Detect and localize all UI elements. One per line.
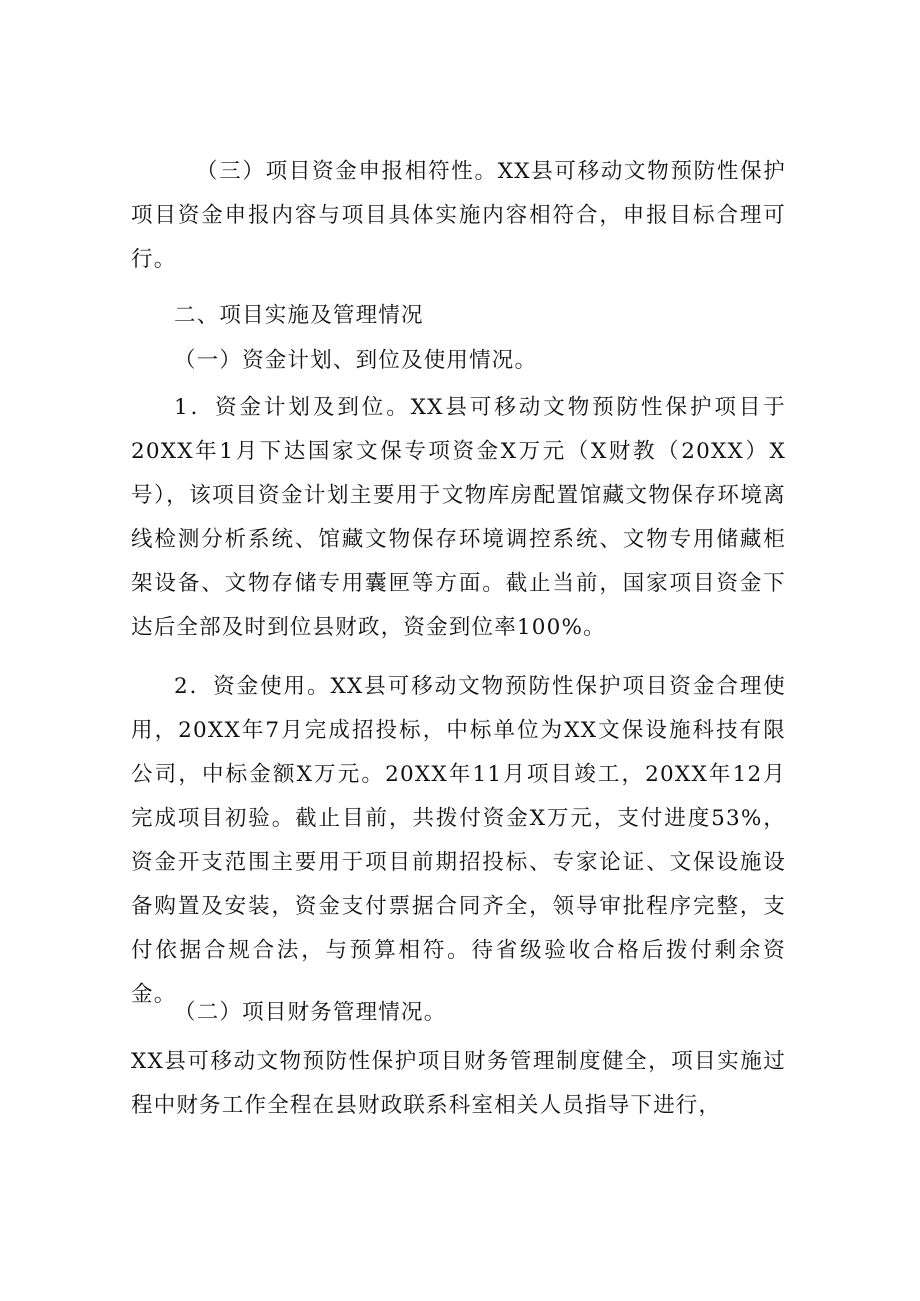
section-heading-implementation: 二、项目实施及管理情况 xyxy=(174,303,424,328)
paragraph-financial-management: XX县可移动文物预防性保护项目财务管理制度健全，项目实施过程中财务工作全程在县财政联系科室相关人员指导下进行， xyxy=(131,1049,786,1118)
subheading-funding-plan: （一）资金计划、到位及使用情况。 xyxy=(174,348,538,373)
paragraph-funding-usage: 2．资金使用。XX县可移动文物预防性保护项目资金合理使用，20XX年7月完成招投标，中标单位为XX文保设施科技有限公司，中标金额X万元。20XX年11月项目竣工，20XX年12月完成项目初验。截止目前，共拨付资金X万元，支付进度53%，资金开支范围主要用于项目前期招投标、专家论证、文保设施设备购置及安装，资金支付票据合同齐全，领导审批程序完整，支付依据合规合法，与预算相符。待省级验收合格后拨付剩余资金。 xyxy=(131,674,786,1007)
paragraph-funding-arrival: 1．资金计划及到位。XX县可移动文物预防性保护项目于20XX年1月下达国家文保专项资金X万元（X财教（20XX）X号），该项目资金计划主要用于文物库房配置馆藏文物保存环境离线检测分析系统、馆藏文物保存环境调控系统、文物专用储藏柜架设备、文物存储专用囊匣等方面。截止当前，国家项目资金下达后全部及时到位县财政，资金到位率100%。 xyxy=(131,395,786,640)
paragraph-funding-consistency: （三）项目资金申报相符性。XX县可移动文物预防性保护项目资金申报内容与项目具体实施内容相符合，申报目标合理可行。 xyxy=(131,159,786,272)
subheading-financial-management: （二）项目财务管理情况。 xyxy=(174,1000,447,1025)
